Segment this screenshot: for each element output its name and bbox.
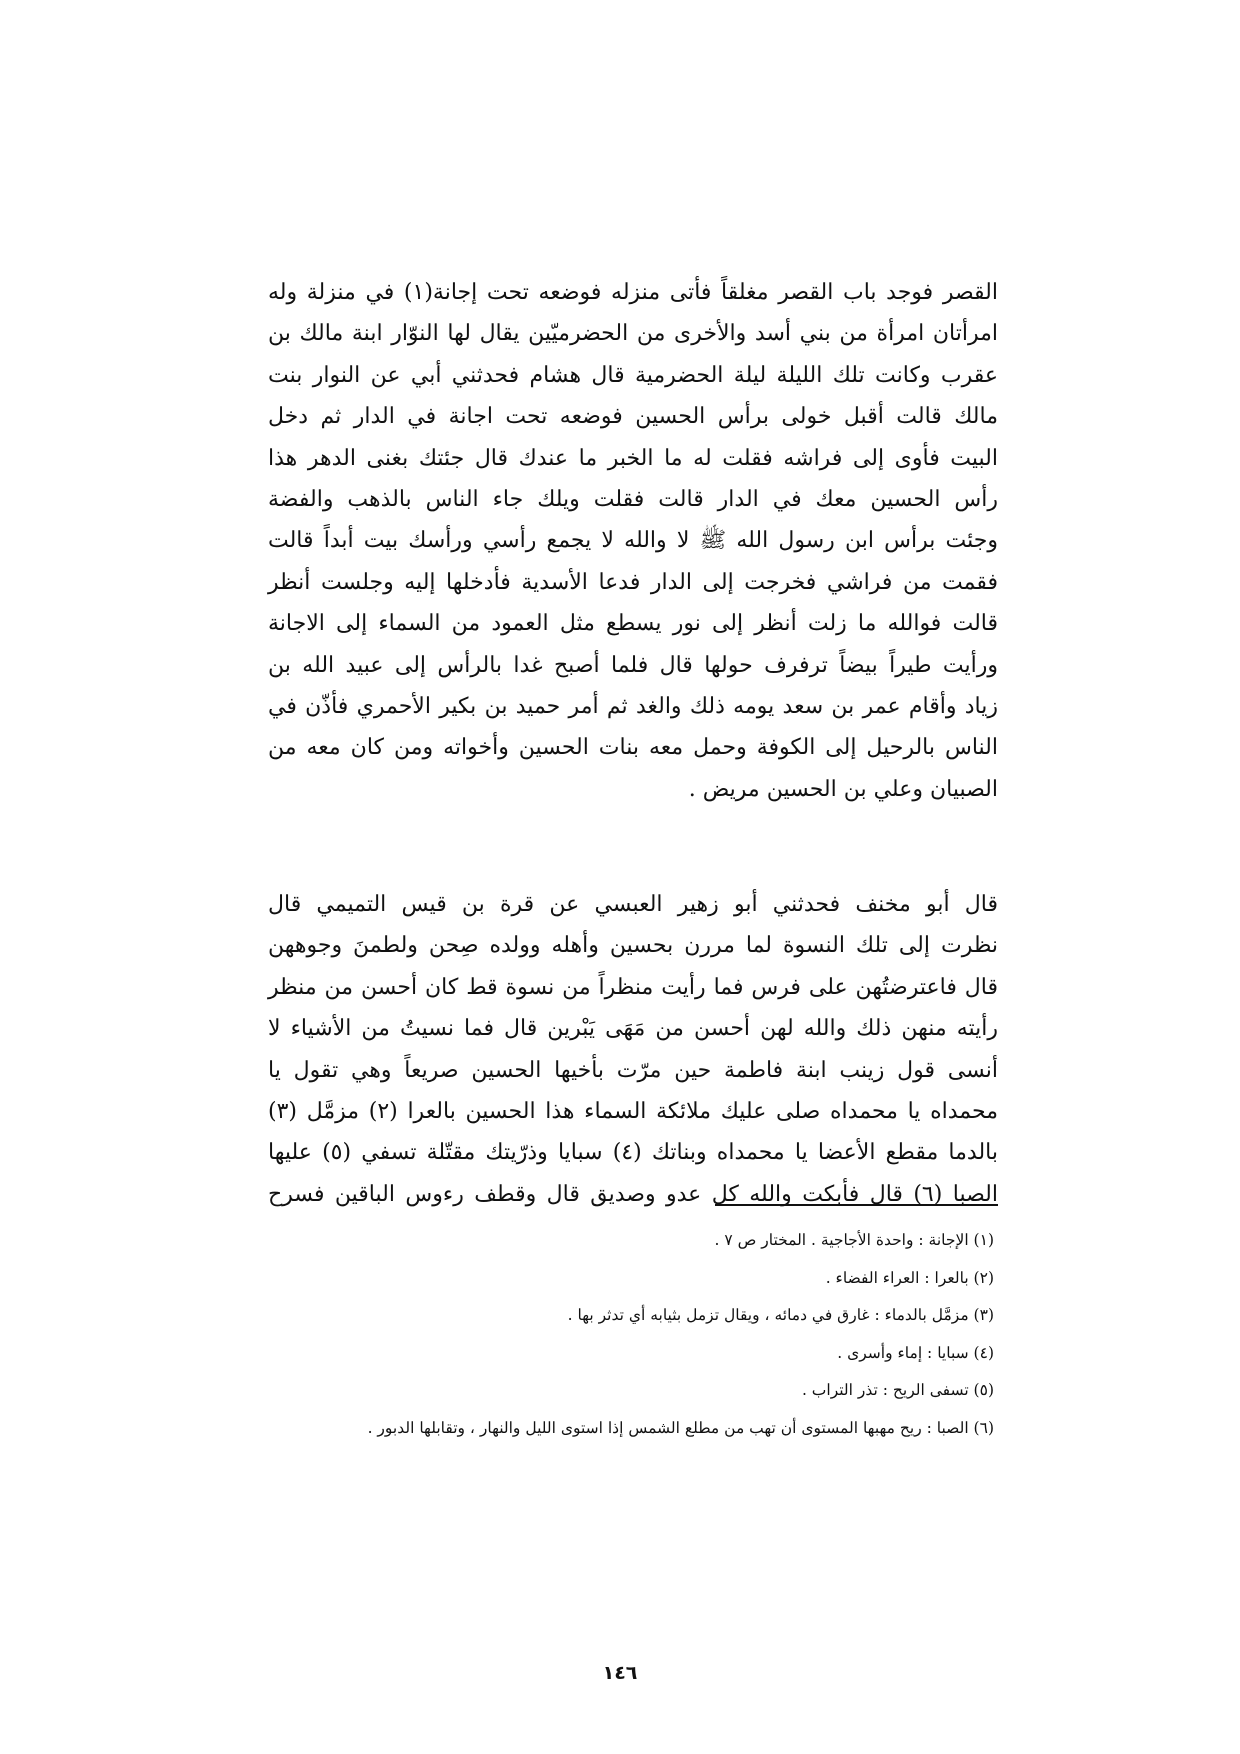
text-line: امرأتان امرأة من بني أسد والأخرى من الحضرميّين يقال لها النوّار ابنة مالك بن — [268, 321, 998, 347]
text-line: رأس الحسين معك في الدار قالت فقلت ويلك جاء الناس بالذهب والفضة — [268, 486, 998, 512]
text-line: رأيته منهن ذلك والله لهن أحسن من مَهَى يَبْرين قال فما نسيتُ من الأشياء لا — [268, 1016, 998, 1042]
text-line: نظرت إلى تلك النسوة لما مررن بحسين وأهله وولده صِحن ولطمنَ وجوههن — [268, 933, 998, 959]
text-line: فقمت من فراشي فخرجت إلى الدار فدعا الأسدية فأدخلها إليه وجلست أنظر — [268, 569, 998, 595]
footnote-separator — [715, 1204, 998, 1206]
text-line: قالت فوالله ما زلت أنظر إلى نور يسطع مثل العمود من السماء إلى الاجانة — [268, 611, 998, 637]
footnote: (٥) تسفى الريح : تذر التراب . — [801, 1381, 994, 1399]
page-number: ١٤٦ — [602, 1662, 638, 1684]
paragraph-2 — [268, 884, 998, 1215]
text-line: زياد وأقام عمر بن سعد يومه ذلك والغد ثم أمر حميد بن بكير الأحمري فأذّن في — [268, 693, 998, 719]
text-line: وجئت برأس ابن رسول الله ﷺ لا والله لا يجمع رأسي ورأسك بيت أبداً قالت — [268, 528, 998, 554]
footnote: (١) الإجانة : واحدة الأجاجية . المختار ص ٧ . — [714, 1231, 994, 1249]
text-line: بالدما مقطع الأعضا يا محمداه وبناتك (٤) سبايا وذرّيتك مقتّلة تسفي (٥) عليها — [268, 1140, 998, 1166]
text-line: الصبيان وعلي بن الحسين مريض . — [688, 776, 998, 802]
text-line: مالك قالت أقبل خولى برأس الحسين فوضعه تحت اجانة في الدار ثم دخل — [268, 404, 998, 430]
text-line: قال فاعترضتُهن على فرس فما رأيت منظراً من نسوة قط كان أحسن من منظر — [268, 974, 998, 1000]
footnote: (٢) بالعرا : العراء الفضاء . — [825, 1268, 994, 1287]
footnotes — [268, 1222, 998, 1447]
text-line: الصبا (٦) قال فأبكت والله كل عدو وصديق قال وقطف رءوس الباقين فسرح — [268, 1181, 998, 1207]
text-line: قال أبو مخنف فحدثني أبو زهير العبسي عن قرة بن قيس التميمي قال — [268, 892, 998, 917]
text-line: القصر فوجد باب القصر مغلقاً فأتى منزله فوضعه تحت إجانة(١) في منزلة وله — [268, 280, 998, 305]
text-line: البيت فأوى إلى فراشه فقلت له ما الخبر ما عندك قال جئتك بغنى الدهر هذا — [268, 445, 998, 471]
footnote: (٣) مزمَّل بالدماء : غارق في دمائه ، ويقال تزمل بثيابه أي تدثر بها . — [567, 1306, 994, 1324]
footnote: (٦) الصبا : ريح مهبها المستوى أن تهب من مطلع الشمس إذا استوى الليل والنهار ، وتقابلها الدبور . — [367, 1418, 994, 1437]
text-line: أنسى قول زينب ابنة فاطمة حين مرّت بأخيها الحسين صريعاً وهي تقول يا — [268, 1057, 998, 1083]
text-line: ورأيت طيراً بيضاً ترفرف حولها قال فلما أصبح غدا بالرأس إلى عبيد الله بن — [268, 652, 998, 678]
text-line: محمداه يا محمداه صلى عليك ملائكة السماء هذا الحسين بالعرا (٢) مزمَّل (٣) — [268, 1098, 998, 1124]
paragraph-1 — [268, 272, 998, 810]
footnote: (٤) سبايا : إماء وأسرى . — [837, 1343, 994, 1362]
text-line: عقرب وكانت تلك الليلة ليلة الحضرمية قال هشام فحدثني أبي عن النوار بنت — [268, 362, 998, 388]
text-line: الناس بالرحيل إلى الكوفة وحمل معه بنات الحسين وأخواته ومن كان معه من — [268, 735, 998, 761]
